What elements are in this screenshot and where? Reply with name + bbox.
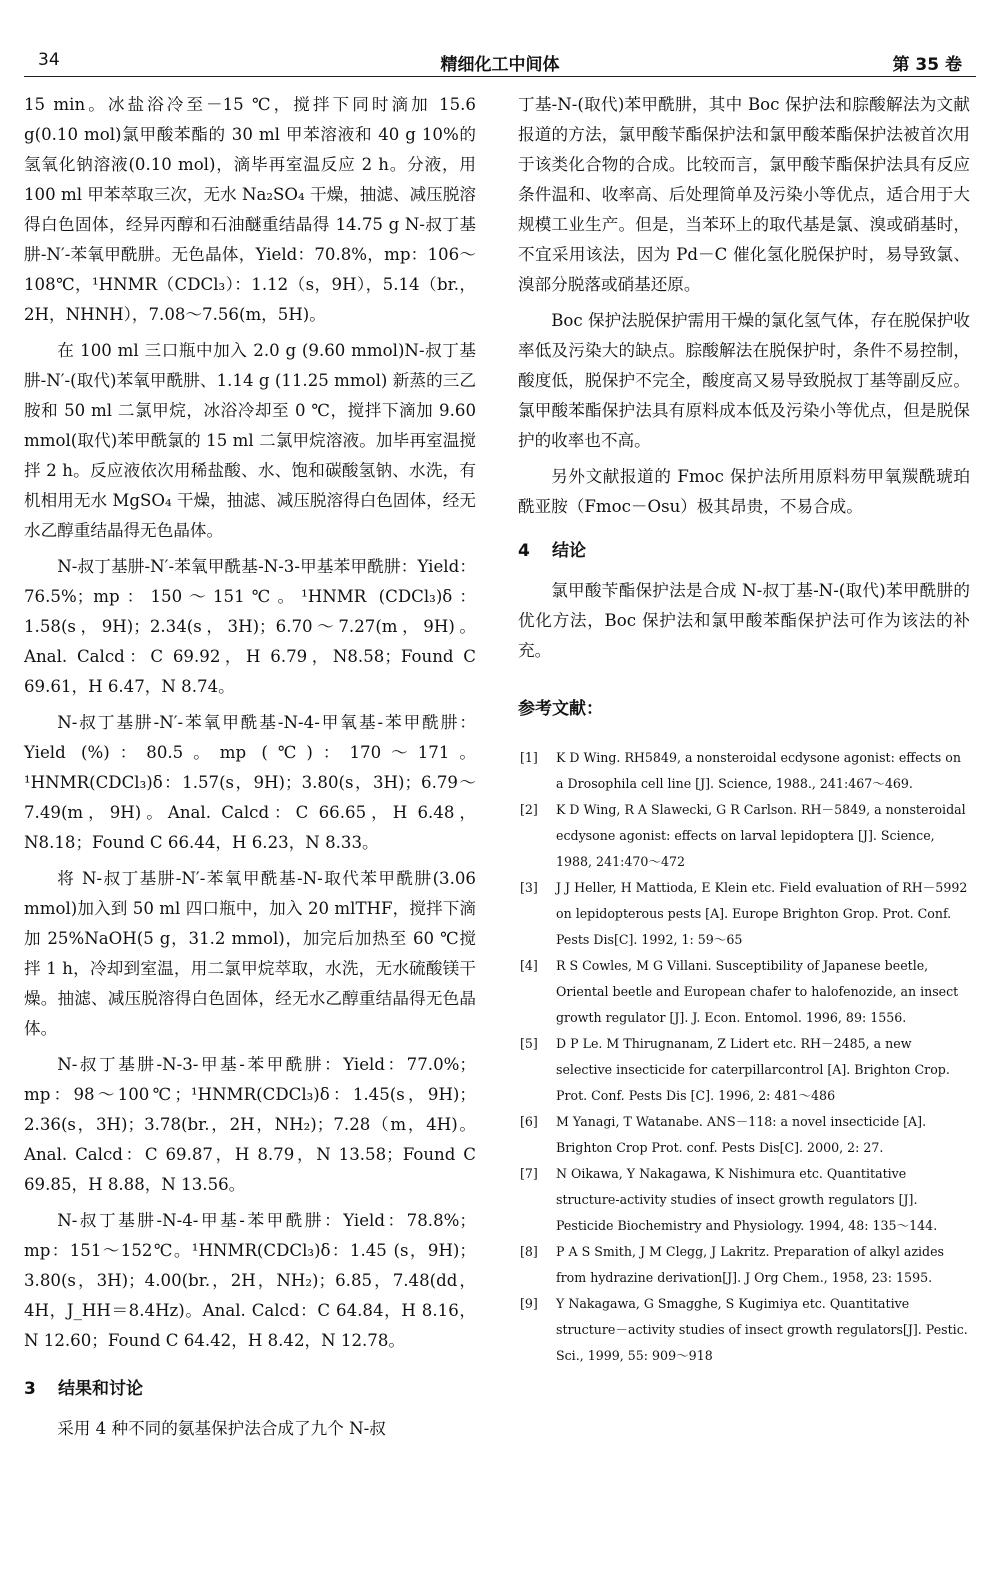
reference-number: [9]: [520, 1296, 538, 1311]
reference-text: K D Wing. RH5849, a nonsteroidal ecdysone agonist: effects on a Drosophila cell line [J]. Science, 1988., 241:467～469.: [556, 750, 961, 791]
reference-text: K D Wing, R A Slawecki, G R Carlson. RH－5849, a nonsteroidal ecdysone agonist: effects on larval lepidoptera [J]. Science, 1988, 241:470～472: [556, 802, 966, 869]
reference-number: [1]: [520, 750, 538, 765]
paragraph-product-3-methyl: N-叔丁基肼-N-3-甲基-苯甲酰肼：Yield：77.0%；mp：98～100℃；¹HNMR(CDCl₃)δ：1.45(s，9H)；2.36(s，3H)；3.78(br.，2H，NH₂)；7.28（m，4H)。Anal. Calcd：C 69.87，H 8.79，N 13.58；Found C 69.85，H 8.88，N 13.56。: [24, 1055, 476, 1194]
reference-number: [3]: [520, 880, 538, 895]
reference-number: [6]: [520, 1114, 538, 1129]
section-title: 结论: [552, 541, 586, 561]
page-header: [24, 48, 976, 74]
section-number: 4: [518, 541, 530, 561]
paragraph-continuation: 15 min。冰盐浴冷至－15 ℃，搅拌下同时滴加 15.6 g(0.10 mol)氯甲酸苯酯的 30 ml 甲苯溶液和 40 g 10%的氢氧化钠溶液(0.10 mol)，滴毕再室温反应 2 h。分液，用 100 ml 甲苯萃取三次，无水 Na₂SO₄ 干燥，抽滤、减压脱溶得白色固体，经异丙醇和石油醚重结晶得 14.75 g N-叔丁基肼-N′-苯氧甲酰肼。无色晶体，Yield：70.8%，mp：106～108℃，¹HNMR（CDCl₃）：1.12（s，9H），5.14（br.，2H，NHNH），7.08～7.56(m，5H)。: [24, 95, 476, 324]
reference-number: [2]: [520, 802, 538, 817]
section-heading-results: [24, 1374, 476, 1404]
section-heading-conclusion: [518, 536, 970, 566]
reference-text: P A S Smith, J M Clegg, J Lakritz. Preparation of alkyl azides from hydrazine derivation[J]. J Org Chem., 1958, 23: 1595.: [556, 1244, 945, 1285]
reference-item: [518, 1109, 970, 1161]
paragraph-compound-3-methyl: N-叔丁基肼-N′-苯氧甲酰基-N-3-甲基苯甲酰肼：Yield：76.5%；mp：150～151℃。¹HNMR (CDCl₃)δ：1.58(s，9H)；2.34(s，3H)；6.70～7.27(m，9H)。Anal. Calcd：C 69.92，H 6.79，N8.58；Found C 69.61，H 6.47，N 8.74。: [24, 557, 476, 696]
reference-item: [518, 745, 970, 797]
section-number: 3: [24, 1379, 36, 1399]
paragraph-acylation: 在 100 ml 三口瓶中加入 2.0 g (9.60 mmol)N-叔丁基肼-N′-(取代)苯氧甲酰肼、1.14 g (11.25 mmol) 新蒸的三乙胺和 50 ml 二氯甲烷，冰浴冷却至 0 ℃，搅拌下滴加 9.60 mmol(取代)苯甲酰氯的 15 ml 二氯甲烷溶液。加毕再室温搅拌 2 h。反应液依次用稀盐酸、水、饱和碳酸氢钠、水洗，有机相用无水 MgSO₄ 干燥，抽滤、减压脱溶得白色固体，经无水乙醇重结晶得无色晶体。: [24, 341, 476, 540]
paragraph-boc-discussion: Boc 保护法脱保护需用干燥的氯化氢气体，存在脱保护收率低及污染大的缺点。腙酸解法在脱保护时，条件不易控制，酸度低，脱保护不完全，酸度高又易导致脱叔丁基等副反应。氯甲酸苯酯保护法具有原料成本低及污染小等优点，但是脱保护的收率也不高。: [518, 311, 970, 450]
reference-list: [518, 745, 970, 1369]
journal-title: 精细化工中间体: [440, 55, 560, 75]
paragraph-fmoc-discussion: 另外文献报道的 Fmoc 保护法所用原料芴甲氧羰酰琥珀酰亚胺（Fmoc－Osu）极其昂贵，不易合成。: [518, 467, 970, 516]
reference-item: [518, 1291, 970, 1369]
paragraph-conclusion: 氯甲酸苄酯保护法是合成 N-叔丁基-N-(取代)苯甲酰肼的优化方法，Boc 保护法和氯甲酸苯酯保护法可作为该法的补充。: [518, 581, 970, 660]
paragraph-methods-comparison: 丁基-N-(取代)苯甲酰肼，其中 Boc 保护法和腙酸解法为文献报道的方法，氯甲酸苄酯保护法和氯甲酸苯酯保护法被首次用于该类化合物的合成。比较而言，氯甲酸苄酯保护法具有反应条件温和、收率高、后处理简单及污染小等优点，适合用于大规模工业生产。但是，当苯环上的取代基是氯、溴或硝基时，不宜采用该法，因为 Pd－C 催化氢化脱保护时，易导致氯、溴部分脱落或硝基还原。: [518, 95, 970, 294]
reference-item: [518, 953, 970, 1031]
reference-item: [518, 1161, 970, 1239]
paragraph-results-intro: 采用 4 种不同的氨基保护法合成了九个 N-叔: [57, 1419, 386, 1438]
reference-text: M Yanagi, T Watanabe. ANS－118: a novel insecticide [A]. Brighton Crop Prot. conf. Pests Dis[C]. 2000, 2: 27.: [556, 1114, 927, 1155]
section-title: 结果和讨论: [58, 1379, 143, 1399]
left-column: [24, 90, 476, 1444]
reference-number: [7]: [520, 1166, 538, 1181]
reference-item: [518, 1239, 970, 1291]
reference-text: Y Nakagawa, G Smagghe, S Kugimiya etc. Quantitative structure－activity studies of insect growth regulators[J]. Pestic. Sci., 1999, 55: 909～918: [556, 1296, 968, 1363]
reference-number: [8]: [520, 1244, 538, 1259]
reference-text: R S Cowles, M G Villani. Susceptibility of Japanese beetle, Oriental beetle and European chafer to halofenozide, an insect growth regulator [J]. J. Econ. Entomol. 1996, 89: 1556.: [556, 958, 959, 1025]
reference-number: [4]: [520, 958, 538, 973]
reference-item: [518, 875, 970, 953]
reference-number: [5]: [520, 1036, 538, 1051]
references-title: 参考文献：: [518, 699, 603, 719]
paragraph-product-4-methyl: N-叔丁基肼-N-4-甲基-苯甲酰肼：Yield：78.8%；mp：151～152℃。¹HNMR(CDCl₃)δ：1.45 (s，9H)；3.80(s，3H)；4.00(br.，2H，NH₂)；6.85，7.48(dd，4H，J_HH＝8.4Hz)。Anal. Calcd：C 64.84，H 8.16，N 12.60；Found C 64.42，H 8.42，N 12.78。: [24, 1211, 476, 1350]
reference-text: D P Le. M Thirugnanam, Z Lidert etc. RH－2485, a new selective insecticide for caterpillarcontrol [A]. Brighton Crop. Prot. Conf. Pests Dis [C]. 1996, 2: 481～486: [556, 1036, 950, 1103]
reference-text: N Oikawa, Y Nakagawa, K Nishimura etc. Quantitative structure-activity studies of insect growth regulators [J]. Pesticide Biochemistry and Physiology. 1994, 48: 135～144.: [556, 1166, 938, 1233]
volume-label: 第 35 卷: [892, 55, 962, 75]
reference-item: [518, 797, 970, 875]
page-number: 34: [38, 50, 60, 70]
header-rule: [24, 76, 976, 77]
right-column: [518, 90, 970, 1369]
paragraph-compound-4-methoxy: N-叔丁基肼-N′-苯氧甲酰基-N-4-甲氧基-苯甲酰肼：Yield (%)：80.5。mp (℃)：170～171。¹HNMR(CDCl₃)δ：1.57(s，9H)；3.80(s，3H)；6.79～7.49(m，9H)。Anal. Calcd：C 66.65，H 6.48，N8.18；Found C 66.44，H 6.23，N 8.33。: [24, 713, 476, 852]
reference-text: J J Heller, H Mattioda, E Klein etc. Field evaluation of RH－5992 on lepidopterous pests [A]. Europe Brighton Grop. Prot. Conf. Pests Dis[C]. 1992, 1: 59～65: [556, 880, 968, 947]
paragraph-deprotection: 将 N-叔丁基肼-N′-苯氧甲酰基-N-取代苯甲酰肼(3.06 mmol)加入到 50 ml 四口瓶中，加入 20 mlTHF，搅拌下滴加 25%NaOH(5 g，31.2 mmol)，加完后加热至 60 ℃搅拌 1 h，冷却到室温，用二氯甲烷萃取，水洗，无水硫酸镁干燥。抽滤、减压脱溶得白色固体，经无水乙醇重结晶得无色晶体。: [24, 869, 476, 1038]
reference-item: [518, 1031, 970, 1109]
